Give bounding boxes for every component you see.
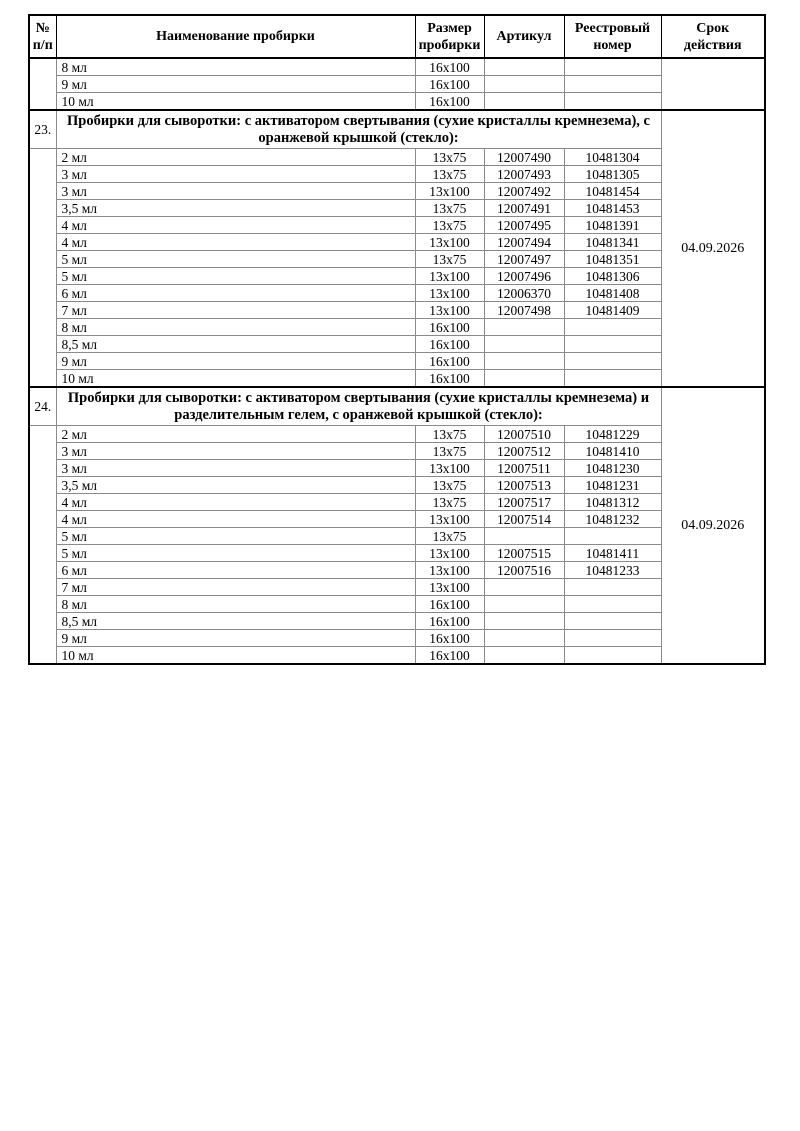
registry-cell [564, 596, 661, 613]
tube-name-cell: 10 мл [56, 370, 415, 388]
article-cell: 12007514 [484, 511, 564, 528]
article-cell: 12007497 [484, 251, 564, 268]
tube-size-cell: 13x100 [415, 268, 484, 285]
registry-cell [564, 630, 661, 647]
article-cell [484, 353, 564, 370]
article-cell: 12007511 [484, 460, 564, 477]
table-row [29, 370, 765, 388]
tube-name-cell: 9 мл [56, 353, 415, 370]
table-row [29, 183, 765, 200]
tube-size-cell: 16x100 [415, 76, 484, 93]
tube-size-cell: 13x100 [415, 285, 484, 302]
header-registry: Реестровый номер [564, 15, 661, 58]
table-row [29, 217, 765, 234]
article-cell: 12007515 [484, 545, 564, 562]
article-cell: 12007496 [484, 268, 564, 285]
article-cell [484, 630, 564, 647]
registry-cell: 10481411 [564, 545, 661, 562]
tube-size-cell: 13x75 [415, 528, 484, 545]
article-cell [484, 319, 564, 336]
registry-cell: 10481351 [564, 251, 661, 268]
table-row [29, 166, 765, 183]
tube-name-cell: 3,5 мл [56, 477, 415, 494]
tube-size-cell: 13x100 [415, 579, 484, 596]
header-tube-name: Наименование пробирки [56, 15, 415, 58]
tube-name-cell: 8,5 мл [56, 613, 415, 630]
table-row [29, 268, 765, 285]
article-cell: 12006370 [484, 285, 564, 302]
registry-cell: 10481312 [564, 494, 661, 511]
tube-name-cell: 3 мл [56, 443, 415, 460]
section-number-cell: 24. [29, 387, 56, 426]
table-row [29, 285, 765, 302]
validity-cell: 04.09.2026 [661, 110, 765, 387]
table-row [29, 630, 765, 647]
registry-cell [564, 76, 661, 93]
tube-size-cell: 16x100 [415, 370, 484, 388]
tube-name-cell: 5 мл [56, 268, 415, 285]
article-cell: 12007493 [484, 166, 564, 183]
registry-cell [564, 647, 661, 665]
section-number-cell: 23. [29, 110, 56, 149]
registry-cell: 10481341 [564, 234, 661, 251]
header-tube-size: Размер пробирки [415, 15, 484, 58]
registry-cell: 10481453 [564, 200, 661, 217]
tube-size-cell: 13x100 [415, 562, 484, 579]
tube-size-cell: 13x75 [415, 477, 484, 494]
tube-name-cell: 2 мл [56, 426, 415, 443]
registry-cell: 10481305 [564, 166, 661, 183]
article-cell: 12007494 [484, 234, 564, 251]
tube-size-cell: 13x100 [415, 183, 484, 200]
tube-size-cell: 16x100 [415, 58, 484, 76]
tube-name-cell: 8 мл [56, 596, 415, 613]
article-cell: 12007492 [484, 183, 564, 200]
article-cell [484, 370, 564, 388]
table-row [29, 494, 765, 511]
tube-size-cell: 13x75 [415, 166, 484, 183]
tube-name-cell: 3,5 мл [56, 200, 415, 217]
row-number-span-cell [29, 149, 56, 388]
tube-name-cell: 4 мл [56, 234, 415, 251]
tube-size-cell: 13x100 [415, 234, 484, 251]
tube-name-cell: 4 мл [56, 511, 415, 528]
article-cell [484, 93, 564, 111]
table-row [29, 200, 765, 217]
article-cell [484, 528, 564, 545]
tube-name-cell: 4 мл [56, 217, 415, 234]
registry-cell: 10481306 [564, 268, 661, 285]
tube-size-cell: 16x100 [415, 596, 484, 613]
tube-size-cell: 13x100 [415, 460, 484, 477]
table-row [29, 545, 765, 562]
table-row [29, 579, 765, 596]
tube-name-cell: 9 мл [56, 76, 415, 93]
tube-name-cell: 10 мл [56, 647, 415, 665]
tube-size-cell: 16x100 [415, 336, 484, 353]
header-article: Артикул [484, 15, 564, 58]
tube-name-cell: 3 мл [56, 166, 415, 183]
tube-name-cell: 5 мл [56, 528, 415, 545]
tube-name-cell: 6 мл [56, 562, 415, 579]
tube-name-cell: 5 мл [56, 251, 415, 268]
table-row [29, 477, 765, 494]
table-row [29, 58, 765, 76]
tube-name-cell: 2 мл [56, 149, 415, 166]
table-row [29, 251, 765, 268]
article-cell: 12007491 [484, 200, 564, 217]
tube-size-cell: 13x75 [415, 443, 484, 460]
registry-cell: 10481229 [564, 426, 661, 443]
registry-cell: 10481233 [564, 562, 661, 579]
registry-cell [564, 353, 661, 370]
table-row [29, 460, 765, 477]
table-row [29, 596, 765, 613]
registry-cell: 10481410 [564, 443, 661, 460]
tube-size-cell: 16x100 [415, 319, 484, 336]
tube-name-cell: 5 мл [56, 545, 415, 562]
table-row [29, 149, 765, 166]
article-cell: 12007513 [484, 477, 564, 494]
registry-cell: 10481454 [564, 183, 661, 200]
article-cell [484, 76, 564, 93]
registry-cell: 10481304 [564, 149, 661, 166]
registry-cell [564, 370, 661, 388]
registry-cell [564, 613, 661, 630]
registry-cell [564, 579, 661, 596]
tube-size-cell: 13x75 [415, 426, 484, 443]
article-cell [484, 596, 564, 613]
article-cell: 12007510 [484, 426, 564, 443]
registry-cell: 10481408 [564, 285, 661, 302]
registry-cell [564, 336, 661, 353]
table-row [29, 336, 765, 353]
tube-table [28, 14, 766, 665]
article-cell [484, 647, 564, 665]
table-row [29, 76, 765, 93]
table-row [29, 443, 765, 460]
table-row [29, 319, 765, 336]
article-cell [484, 58, 564, 76]
tube-size-cell: 16x100 [415, 93, 484, 111]
article-cell [484, 613, 564, 630]
tube-name-cell: 3 мл [56, 183, 415, 200]
tube-name-cell: 3 мл [56, 460, 415, 477]
registry-cell: 10481409 [564, 302, 661, 319]
tube-name-cell: 6 мл [56, 285, 415, 302]
tube-size-cell: 13x75 [415, 494, 484, 511]
table-row [29, 511, 765, 528]
table-row [29, 613, 765, 630]
tube-name-cell: 4 мл [56, 494, 415, 511]
article-cell: 12007512 [484, 443, 564, 460]
registry-cell: 10481230 [564, 460, 661, 477]
tube-size-cell: 16x100 [415, 630, 484, 647]
tube-name-cell: 8 мл [56, 319, 415, 336]
table-row [29, 234, 765, 251]
tube-name-cell: 10 мл [56, 93, 415, 111]
tube-size-cell: 13x75 [415, 149, 484, 166]
tube-size-cell: 13x100 [415, 302, 484, 319]
tube-name-cell: 9 мл [56, 630, 415, 647]
tube-size-cell: 13x75 [415, 251, 484, 268]
tube-size-cell: 16x100 [415, 647, 484, 665]
article-cell: 12007490 [484, 149, 564, 166]
tube-size-cell: 16x100 [415, 353, 484, 370]
table-row [29, 528, 765, 545]
registry-cell [564, 319, 661, 336]
table-row [29, 647, 765, 665]
table-row [29, 302, 765, 319]
table-header-row [29, 15, 765, 58]
tube-size-cell: 13x100 [415, 511, 484, 528]
tube-table-container [28, 14, 766, 665]
table-row [29, 426, 765, 443]
section-title-cell: Пробирки для сыворотки: с активатором свертывания (сухие кристаллы кремнезема) и разделительным гелем, с оранжевой крышкой (стекло): [56, 387, 661, 426]
article-cell: 12007516 [484, 562, 564, 579]
section-title-cell: Пробирки для сыворотки: с активатором свертывания (сухие кристаллы кремнезема), с оранжевой крышкой (стекло): [56, 110, 661, 149]
article-cell: 12007498 [484, 302, 564, 319]
tube-size-cell: 13x75 [415, 217, 484, 234]
registry-cell: 10481232 [564, 511, 661, 528]
registry-cell: 10481231 [564, 477, 661, 494]
validity-cell: 04.09.2026 [661, 387, 765, 664]
registry-cell: 10481391 [564, 217, 661, 234]
header-num: № п/п [29, 15, 56, 58]
table-row [29, 93, 765, 111]
registry-cell [564, 93, 661, 111]
row-number-span-cell [29, 426, 56, 665]
article-cell: 12007495 [484, 217, 564, 234]
tube-size-cell: 13x100 [415, 545, 484, 562]
table-row [29, 353, 765, 370]
table-body [29, 58, 765, 664]
tube-size-cell: 16x100 [415, 613, 484, 630]
article-cell: 12007517 [484, 494, 564, 511]
article-cell [484, 579, 564, 596]
registry-cell [564, 58, 661, 76]
tube-name-cell: 8,5 мл [56, 336, 415, 353]
tube-name-cell: 7 мл [56, 579, 415, 596]
validity-cell [661, 58, 765, 110]
section-header-row [29, 387, 765, 426]
header-validity: Срок действия [661, 15, 765, 58]
registry-cell [564, 528, 661, 545]
table-row [29, 562, 765, 579]
section-header-row [29, 110, 765, 149]
row-number-span-cell [29, 58, 56, 110]
tube-name-cell: 8 мл [56, 58, 415, 76]
article-cell [484, 336, 564, 353]
tube-size-cell: 13x75 [415, 200, 484, 217]
tube-name-cell: 7 мл [56, 302, 415, 319]
